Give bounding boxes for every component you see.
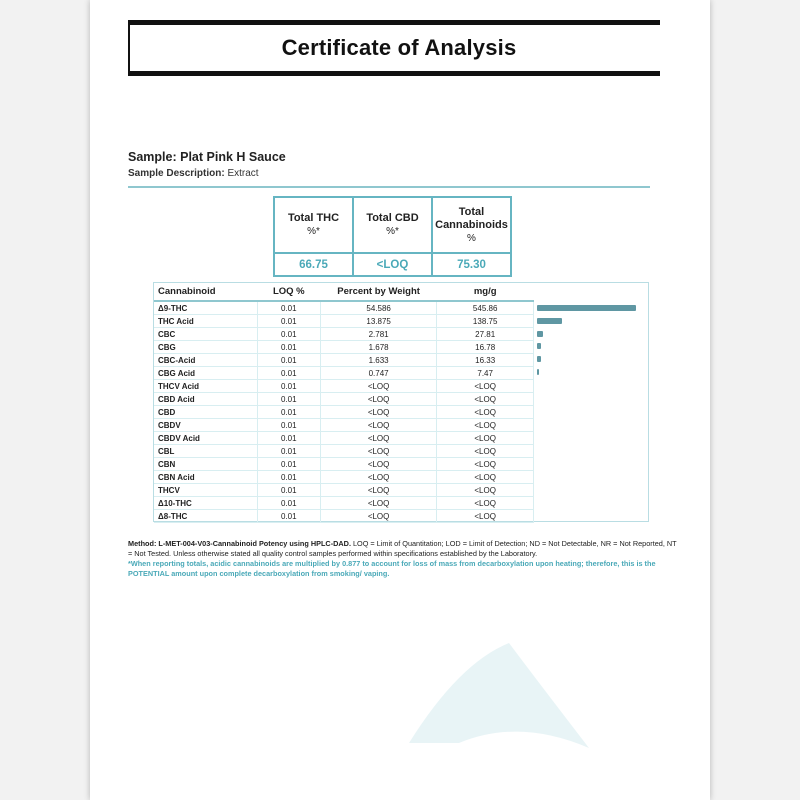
loq-value: 0.01 (257, 354, 320, 367)
total-thc-value: 66.75 (274, 253, 353, 276)
bar-row (535, 404, 648, 417)
loq-value: 0.01 (257, 367, 320, 380)
mgg-value: 16.33 (437, 354, 534, 367)
total-cannabinoids-unit: % (467, 232, 476, 244)
total-cbd-unit: %* (386, 226, 399, 237)
bar-row (535, 366, 648, 379)
table-row (154, 458, 534, 471)
mgg-value: <LOQ (437, 458, 534, 471)
loq-value: 0.01 (257, 393, 320, 406)
total-cannabinoids-header (432, 197, 511, 253)
percent-value: <LOQ (320, 380, 436, 393)
bar-row (535, 315, 648, 328)
cannabinoid-name: CBN (154, 458, 257, 471)
title-bar (128, 20, 660, 76)
potency-bar (537, 369, 539, 375)
potency-bar (537, 305, 636, 311)
table-row (154, 406, 534, 419)
col-header-mgg: mg/g (437, 283, 534, 301)
cannabinoid-name: CBDV (154, 419, 257, 432)
bar-row (535, 340, 648, 353)
cannabinoid-name: THC Acid (154, 315, 257, 328)
sample-description-colon: : (221, 168, 228, 179)
sample-name-value: Plat Pink H Sauce (180, 150, 286, 164)
potency-bar (537, 318, 562, 324)
bar-row (535, 494, 648, 507)
mgg-value: 7.47 (437, 367, 534, 380)
table-row (154, 315, 534, 328)
table-row (154, 497, 534, 510)
total-cannabinoids-value: 75.30 (432, 253, 511, 276)
table-row (154, 484, 534, 497)
table-row (154, 367, 534, 380)
col-header-loq: LOQ % (257, 283, 320, 301)
cannabinoid-name: CBN Acid (154, 471, 257, 484)
percent-value: <LOQ (320, 393, 436, 406)
method-description: LOQ = Limit of Quantitation; LOD = Limit of Detection; ND = Not Detectable, NR = Not Reported, NT = Not Tested. Unless otherwise stated all quality control samples performed within specifications established by the Laboratory. (128, 539, 677, 558)
cannabinoid-name: CBD (154, 406, 257, 419)
loq-value: 0.01 (257, 484, 320, 497)
percent-value: 54.586 (320, 301, 436, 315)
mgg-value: <LOQ (437, 471, 534, 484)
decarboxylation-note: *When reporting totals, acidic cannabinoids are multiplied by 0.877 to account for loss of mass from decarboxylation upon heating; therefore, this is the POTENTIAL amount upon complete decarboxylation from smoking/ vaping. (128, 559, 656, 578)
bar-row (535, 417, 648, 430)
loq-value: 0.01 (257, 315, 320, 328)
mgg-value: 27.81 (437, 328, 534, 341)
bar-row (535, 456, 648, 469)
table-row (154, 510, 534, 523)
totals-table (273, 196, 512, 277)
bar-row (535, 302, 648, 315)
cannabinoid-name: THCV Acid (154, 380, 257, 393)
mgg-value: <LOQ (437, 497, 534, 510)
loq-value: 0.01 (257, 471, 320, 484)
percent-value: 1.633 (320, 354, 436, 367)
total-cannabinoids-label-2: Cannabinoids (435, 218, 508, 231)
loq-value: 0.01 (257, 380, 320, 393)
percent-value: <LOQ (320, 445, 436, 458)
table-row (154, 301, 534, 315)
bar-row (535, 328, 648, 341)
col-header-cannabinoid: Cannabinoid (154, 283, 257, 301)
mgg-value: <LOQ (437, 419, 534, 432)
table-row (154, 341, 534, 354)
cannabinoid-name: CBDV Acid (154, 432, 257, 445)
bar-row (535, 379, 648, 392)
potency-bar (537, 343, 541, 349)
sample-name (128, 150, 286, 164)
percent-value: <LOQ (320, 497, 436, 510)
loq-value: 0.01 (257, 510, 320, 523)
sample-description (128, 168, 259, 179)
loq-value: 0.01 (257, 301, 320, 315)
table-row (154, 393, 534, 406)
percent-value: 13.875 (320, 315, 436, 328)
total-thc-unit: %* (307, 226, 320, 237)
watermark-logo-icon (399, 623, 599, 753)
mgg-value: <LOQ (437, 406, 534, 419)
bar-row (535, 353, 648, 366)
cannabinoid-name: CBG (154, 341, 257, 354)
cannabinoid-table (154, 283, 534, 523)
mgg-value: 138.75 (437, 315, 534, 328)
loq-value: 0.01 (257, 458, 320, 471)
table-row (154, 354, 534, 367)
total-thc-header (274, 197, 353, 253)
loq-value: 0.01 (257, 419, 320, 432)
cannabinoid-name: CBG Acid (154, 367, 257, 380)
cannabinoid-name: CBL (154, 445, 257, 458)
percent-value: <LOQ (320, 484, 436, 497)
percent-value: <LOQ (320, 432, 436, 445)
sample-description-label: Sample Description (128, 168, 222, 179)
mgg-value: <LOQ (437, 393, 534, 406)
total-cannabinoids-label-1: Total (458, 205, 485, 218)
total-cbd-label: Total CBD (366, 212, 419, 224)
section-divider (128, 186, 650, 188)
percent-value: <LOQ (320, 510, 436, 523)
cannabinoid-name: THCV (154, 484, 257, 497)
method-title: Method: L-MET-004-V03-Cannabinoid Potency using HPLC-DAD. (128, 539, 351, 548)
table-row (154, 380, 534, 393)
loq-value: 0.01 (257, 328, 320, 341)
mgg-value: <LOQ (437, 510, 534, 523)
total-thc-label: Total THC (287, 212, 340, 224)
bar-row (535, 468, 648, 481)
mgg-value: <LOQ (437, 432, 534, 445)
table-row (154, 445, 534, 458)
sample-label: Sample: (128, 150, 177, 164)
mgg-value: <LOQ (437, 445, 534, 458)
table-row (154, 419, 534, 432)
percent-value: <LOQ (320, 471, 436, 484)
table-row (154, 471, 534, 484)
loq-value: 0.01 (257, 445, 320, 458)
mgg-value: <LOQ (437, 484, 534, 497)
method-footer (128, 539, 678, 579)
total-cbd-value: <LOQ (353, 253, 432, 276)
percent-value: <LOQ (320, 458, 436, 471)
cannabinoid-name: CBC (154, 328, 257, 341)
table-row (154, 432, 534, 445)
bar-row (535, 507, 648, 520)
potency-bar-column (535, 302, 648, 520)
bar-row (535, 392, 648, 405)
cannabinoid-name: CBD Acid (154, 393, 257, 406)
col-header-percent: Percent by Weight (320, 283, 436, 301)
cannabinoid-name: Δ10-THC (154, 497, 257, 510)
cannabinoid-name: Δ8-THC (154, 510, 257, 523)
loq-value: 0.01 (257, 497, 320, 510)
loq-value: 0.01 (257, 406, 320, 419)
percent-value: <LOQ (320, 419, 436, 432)
cannabinoid-name: CBC-Acid (154, 354, 257, 367)
loq-value: 0.01 (257, 341, 320, 354)
cannabinoid-name: Δ9-THC (154, 301, 257, 315)
sample-description-value: Extract (227, 168, 259, 179)
bar-row (535, 481, 648, 494)
mgg-value: 545.86 (437, 301, 534, 315)
table-row (154, 328, 534, 341)
coa-page (90, 0, 710, 800)
bar-row (535, 443, 648, 456)
percent-value: <LOQ (320, 406, 436, 419)
percent-value: 2.781 (320, 328, 436, 341)
percent-value: 0.747 (320, 367, 436, 380)
percent-value: 1.678 (320, 341, 436, 354)
title-bar-divider (128, 25, 130, 71)
loq-value: 0.01 (257, 432, 320, 445)
potency-bar (537, 331, 543, 337)
cannabinoid-table-header (154, 283, 534, 301)
cannabinoid-table-body (154, 301, 534, 523)
cannabinoid-table-container (153, 282, 649, 522)
potency-bar (537, 356, 541, 362)
page-title: Certificate of Analysis (281, 35, 517, 60)
bar-row (535, 430, 648, 443)
total-cbd-header (353, 197, 432, 253)
mgg-value: 16.78 (437, 341, 534, 354)
mgg-value: <LOQ (437, 380, 534, 393)
